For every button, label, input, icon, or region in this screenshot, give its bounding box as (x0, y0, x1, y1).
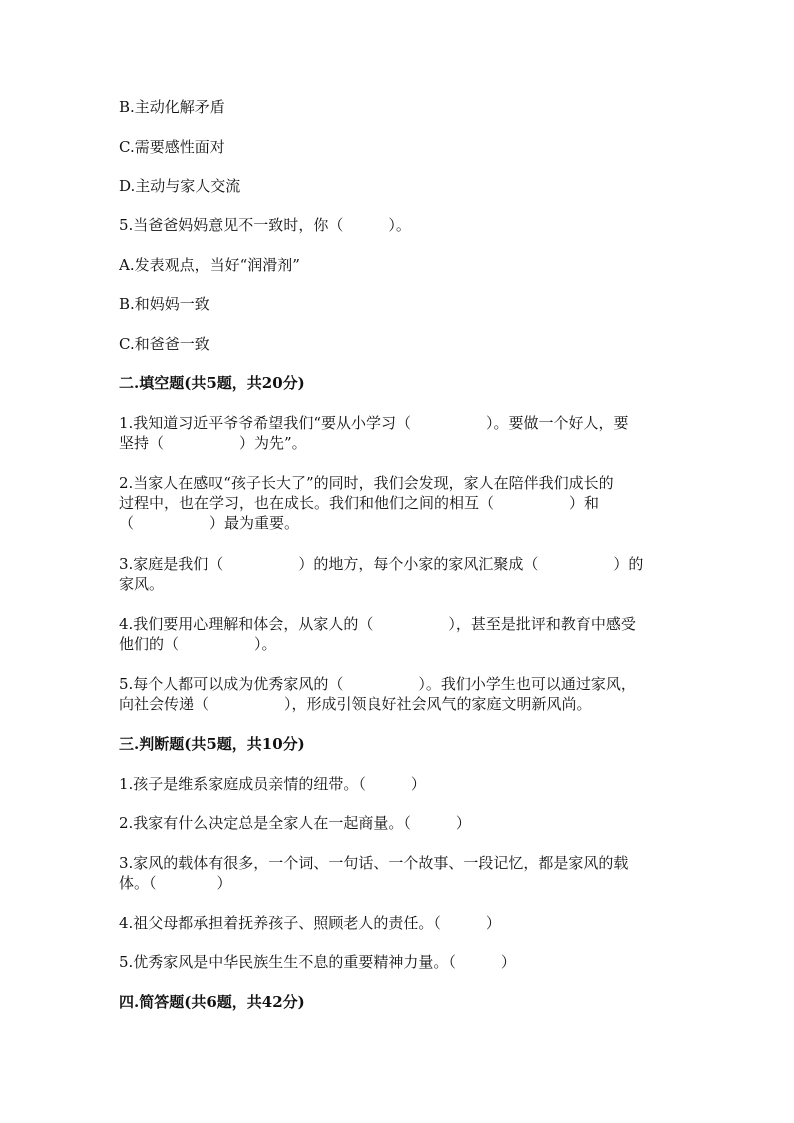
question-5-option-b: B.和妈妈一致 (119, 295, 210, 313)
judge-question-2: 2.我家有什么决定总是全家人在一起商量。（ ） (119, 814, 471, 832)
fill-question-2-line1: 2.当家人在感叹“孩子长大了”的同时，我们会发现，家人在陪伴我们成长的 (119, 474, 614, 492)
question-5-option-c: C.和爸爸一致 (119, 335, 210, 353)
fill-question-5-line1: 5.每个人都可以成为优秀家风的（ ）。我们小学生也可以通过家风， (119, 675, 636, 693)
fill-question-1-line2: 坚持（ ）为先”。 (119, 434, 307, 452)
fill-question-4-line2: 他们的（ ）。 (119, 635, 277, 653)
fill-question-4-line1: 4.我们要用心理解和体会，从家人的（ ），甚至是批评和教育中感受 (119, 615, 636, 633)
judge-question-5: 5.优秀家风是中华民族生生不息的重要精神力量。（ ） (119, 953, 516, 971)
option-c-prev: C.需要感性面对 (119, 138, 225, 156)
fill-question-3-line1: 3.家庭是我们（ ）的地方，每个小家的家风汇聚成（ ）的 (119, 555, 644, 573)
question-5-stem: 5.当爸爸妈妈意见不一致时，你（ ）。 (119, 216, 411, 234)
judge-question-1: 1.孩子是维系家庭成员亲情的纽带。（ ） (119, 775, 426, 793)
section-2-title: 二.填空题(共5题，共20分) (119, 374, 305, 392)
option-d-prev: D.主动与家人交流 (119, 177, 241, 195)
section-3-title: 三.判断题(共5题，共10分) (119, 735, 305, 753)
fill-question-3-line2: 家风。 (119, 575, 165, 593)
judge-question-4: 4.祖父母都承担着抚养孩子、照顾老人的责任。（ ） (119, 914, 501, 932)
fill-question-2-line3: （ ）最为重要。 (119, 514, 300, 532)
fill-question-5-line2: 向社会传递（ ），形成引领良好社会风气的家庭文明新风尚。 (119, 695, 592, 713)
option-b-prev: B.主动化解矛盾 (119, 98, 225, 116)
section-4-title: 四.简答题(共6题，共42分) (119, 993, 305, 1011)
question-5-option-a: A.发表观点，当好“润滑剂” (119, 256, 300, 274)
fill-question-1-line1: 1.我知道习近平爷爷希望我们“要从小学习（ ）。要做一个好人，要 (119, 414, 629, 432)
judge-question-3-line2: 体。（ ） (119, 874, 232, 892)
judge-question-3-line1: 3.家风的载体有很多，一个词、一句话、一个故事、一段记忆，都是家风的载 (119, 854, 629, 872)
fill-question-2-line2: 过程中，也在学习，也在成长。我们和他们之间的相互（ ）和 (119, 494, 600, 512)
